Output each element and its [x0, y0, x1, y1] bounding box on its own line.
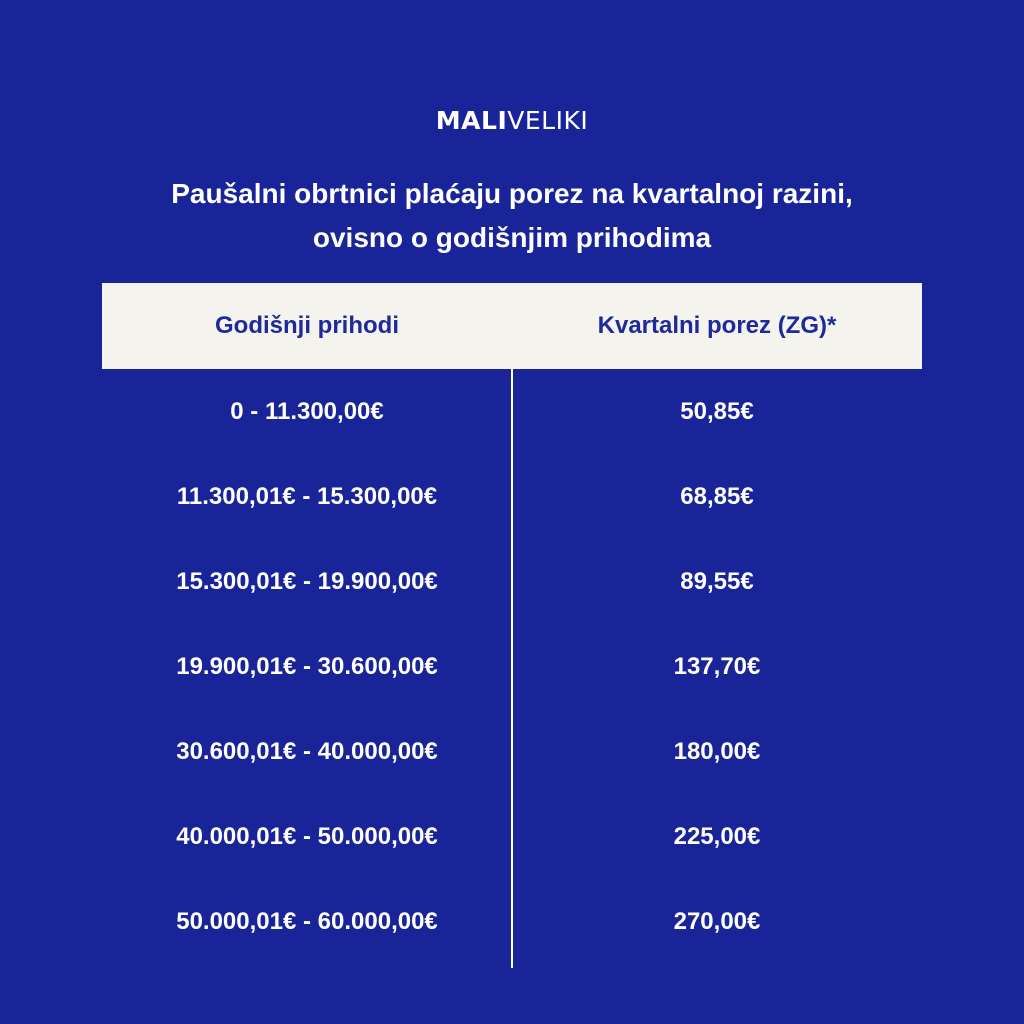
brand-logo — [0, 104, 1024, 138]
table-row — [102, 454, 922, 539]
page-title-line-2: ovisno o godišnjim prihodima — [312, 222, 712, 253]
table-row — [102, 879, 922, 964]
quarterly-tax-cell: 50,85€ — [680, 398, 754, 425]
table-row — [102, 369, 922, 454]
income-range-cell: 30.600,01€ - 40.000,00€ — [176, 738, 438, 765]
brand-logo-mali: MALI — [435, 106, 508, 135]
quarterly-tax-cell: 225,00€ — [673, 823, 761, 850]
quarterly-tax-cell: 68,85€ — [680, 483, 754, 510]
table-row — [102, 624, 922, 709]
table-header — [102, 283, 922, 369]
page-title-line-1: Paušalni obrtnici plaćaju porez na kvartalnoj razini, — [171, 178, 853, 209]
income-range-cell: 50.000,01€ - 60.000,00€ — [176, 908, 438, 935]
column-header-annual-income: Godišnji prihodi — [215, 312, 399, 339]
page-title — [0, 172, 1024, 260]
brand-logo-veliki: VELIKI — [507, 106, 589, 135]
quarterly-tax-cell: 180,00€ — [673, 738, 761, 765]
table-row — [102, 794, 922, 879]
quarterly-tax-cell: 137,70€ — [673, 653, 761, 680]
column-header-quarterly-tax: Kvartalni porez (ZG)* — [597, 312, 837, 339]
quarterly-tax-cell: 89,55€ — [680, 568, 754, 595]
income-range-cell: 15.300,01€ - 19.900,00€ — [176, 568, 438, 595]
table-row — [102, 539, 922, 624]
income-range-cell: 19.900,01€ - 30.600,00€ — [176, 653, 438, 680]
income-range-cell: 11.300,01€ - 15.300,00€ — [176, 483, 438, 510]
income-range-cell: 0 - 11.300,00€ — [230, 398, 384, 425]
table-row — [102, 709, 922, 794]
table-body — [102, 369, 922, 964]
quarterly-tax-cell: 270,00€ — [673, 908, 761, 935]
income-range-cell: 40.000,01€ - 50.000,00€ — [176, 823, 438, 850]
